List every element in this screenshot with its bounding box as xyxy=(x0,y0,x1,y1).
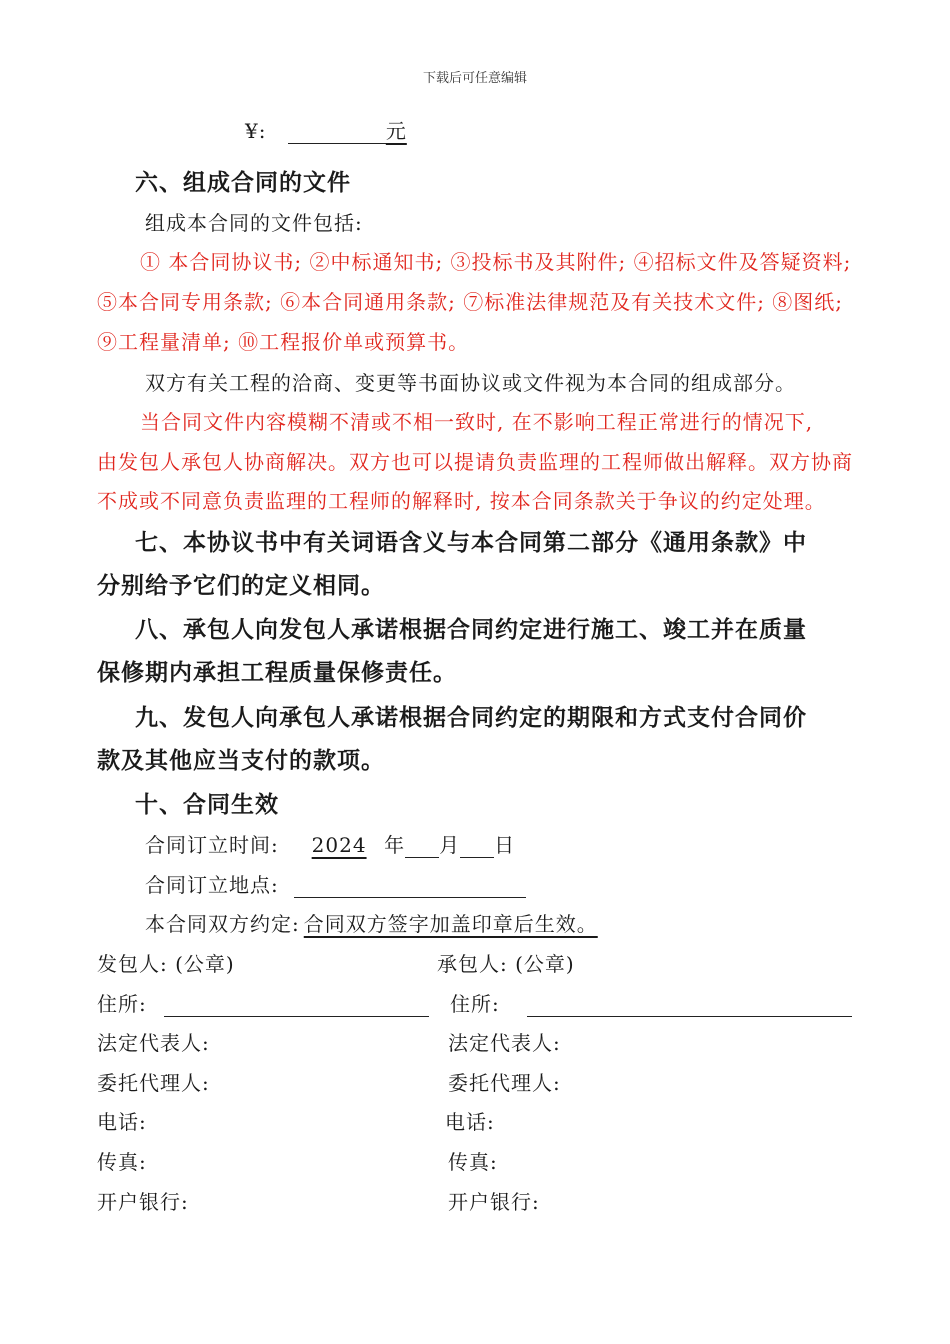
contractor-agent: 委托代理人: xyxy=(448,1071,561,1095)
day-unit: 日 xyxy=(494,833,516,857)
contractor-address-label: 住所: xyxy=(450,992,500,1016)
contract-time-line xyxy=(145,829,515,858)
employer-address-line xyxy=(97,988,429,1017)
contract-place-line xyxy=(145,869,526,898)
section-10-title: 十、合同生效 xyxy=(135,792,279,818)
contractor-bank: 开户银行: xyxy=(448,1190,540,1214)
currency-symbol: ¥: xyxy=(245,119,267,143)
section-8-line-2: 保修期内承担工程质量保修责任。 xyxy=(97,660,457,686)
contractor-rep: 法定代表人: xyxy=(448,1031,561,1055)
amount-blank xyxy=(288,121,388,144)
section-7-line-2: 分别给予它们的定义相同。 xyxy=(97,573,385,599)
employer-agent: 委托代理人: xyxy=(97,1071,210,1095)
section-6-title: 六、组成合同的文件 xyxy=(135,170,351,196)
agreement-line xyxy=(145,908,612,937)
section-6-para-1: 双方有关工程的洽商、变更等书面协议或文件视为本合同的组成部分。 xyxy=(145,371,796,395)
contractor-address-line xyxy=(450,988,852,1017)
employer-party: 发包人: (公章) xyxy=(97,952,235,976)
section-8-line-1: 八、承包人向发包人承诺根据合同约定进行施工、竣工并在质量 xyxy=(135,617,807,643)
contract-year: 2024 xyxy=(311,833,367,857)
doc-list-line-1: ① 本合同协议书; ②中标通知书; ③投标书及其附件; ④招标文件及答疑资料; xyxy=(140,250,852,274)
agreement-label: 本合同双方约定: xyxy=(145,912,300,936)
section-6-para-2-line-3: 不成或不同意负责监理的工程师的解释时, 按本合同条款关于争议的约定处理。 xyxy=(97,489,826,513)
amount-unit: 元 xyxy=(385,119,407,143)
section-9-line-2: 款及其他应当支付的款项。 xyxy=(97,748,385,774)
section-6-para-2-line-1: 当合同文件内容模糊不清或不相一致时, 在不影响工程正常进行的情况下, xyxy=(140,410,814,434)
contract-place-blank xyxy=(294,875,526,898)
month-blank xyxy=(405,835,439,858)
amount-line xyxy=(245,115,407,144)
doc-list-line-2: ⑤本合同专用条款; ⑥本合同通用条款; ⑦标准法律规范及有关技术文件; ⑧图纸; xyxy=(97,290,844,314)
doc-list-line-3: ⑨工程量清单; ⑩工程报价单或预算书。 xyxy=(97,330,470,354)
contract-place-label: 合同订立地点: xyxy=(145,873,279,897)
contractor-fax: 传真: xyxy=(448,1150,498,1174)
employer-rep: 法定代表人: xyxy=(97,1031,210,1055)
contractor-phone: 电话: xyxy=(445,1110,495,1134)
employer-fax: 传真: xyxy=(97,1150,147,1174)
contract-time-label: 合同订立时间: xyxy=(145,833,279,857)
section-6-intro: 组成本合同的文件包括: xyxy=(145,211,363,235)
employer-address-blank xyxy=(164,994,429,1017)
employer-phone: 电话: xyxy=(97,1110,147,1134)
section-6-para-2-line-2: 由发包人承包人协商解决。双方也可以提请负责监理的工程师做出解释。双方协商 xyxy=(97,450,853,474)
page-header: 下载后可任意编辑 xyxy=(422,71,527,86)
month-unit: 月 xyxy=(439,833,461,857)
employer-bank: 开户银行: xyxy=(97,1190,189,1214)
section-9-line-1: 九、发包人向承包人承诺根据合同约定的期限和方式支付合同价 xyxy=(135,705,807,731)
year-unit: 年 xyxy=(384,833,406,857)
contractor-address-blank xyxy=(527,994,852,1017)
agreement-value: 合同双方签字加盖印章后生效。 xyxy=(303,912,598,936)
contractor-party: 承包人: (公章) xyxy=(437,952,575,976)
section-7-line-1: 七、本协议书中有关词语含义与本合同第二部分《通用条款》中 xyxy=(135,530,807,556)
day-blank xyxy=(460,835,494,858)
employer-address-label: 住所: xyxy=(97,992,147,1016)
